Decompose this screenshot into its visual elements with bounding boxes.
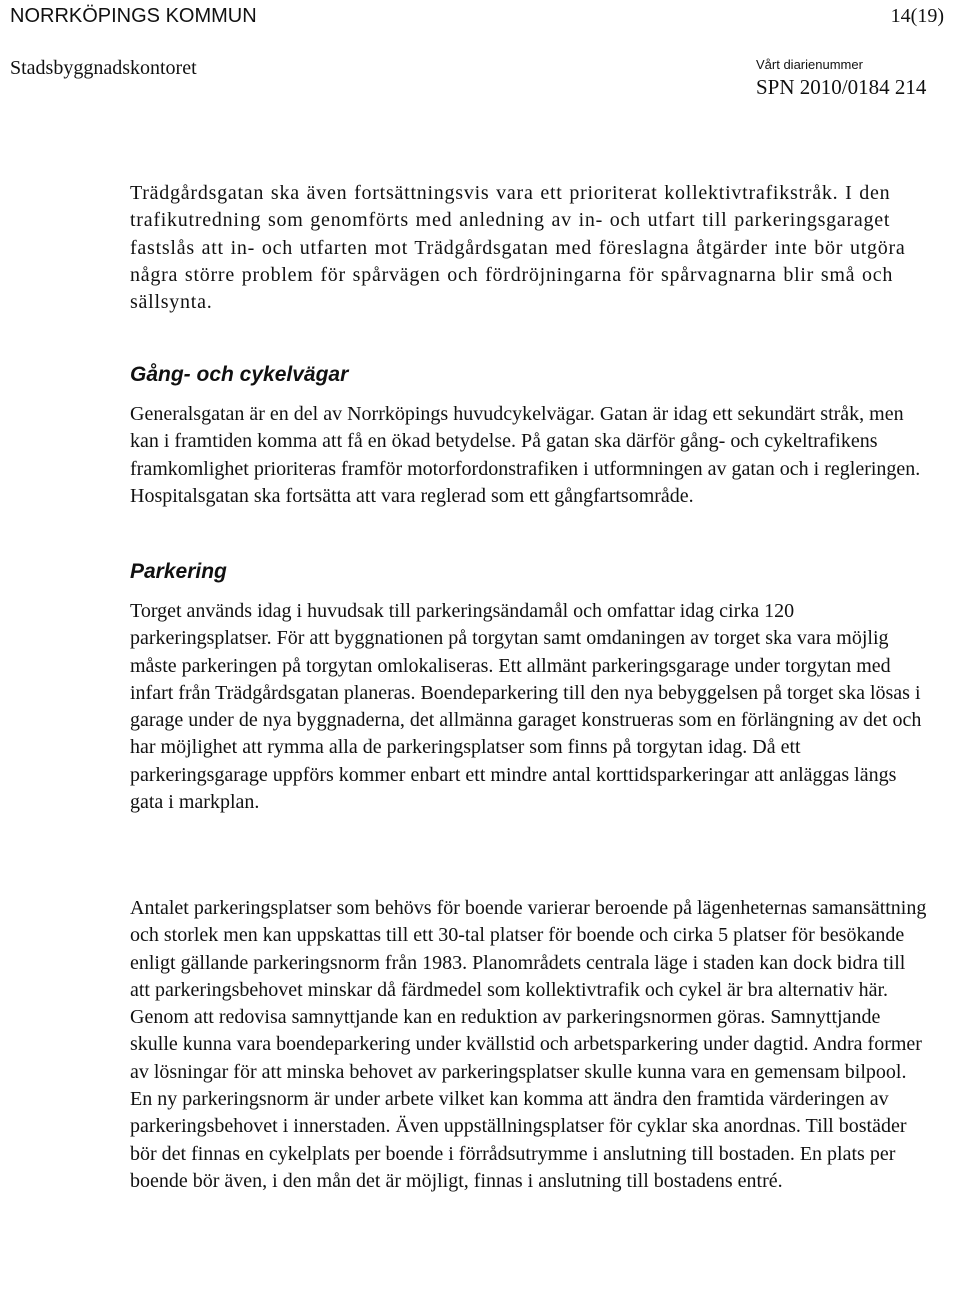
organization-name: NORRKÖPINGS KOMMUN — [10, 5, 257, 27]
page-number: 14(19) — [890, 5, 944, 27]
reference-number: SPN 2010/0184 214 — [756, 75, 927, 99]
walking-cycling-heading: Gång- och cykelvägar — [130, 363, 349, 386]
walking-cycling-paragraph: Generalsgatan är en del av Norrköpings huvudcykelvägar. Gatan är idag ett sekundärt stråk, men kan i framtiden komma att få en ökad betydelse. På gatan ska därför gång- och cykeltrafikens framkomlighet prioriteras framför motorfordonstrafiken i utformningen av gatan och i regleringen. Hospitalsgatan ska fortsätta att vara reglerad som ett gångfartsområde. — [130, 403, 921, 507]
reference-label: Vårt diarienummer — [756, 57, 863, 72]
parking-paragraph-2: Antalet parkeringsplatser som behövs för boende varierar beroende på lägenheternas samansättning och storlek men kan uppskattas till ett 30-tal platser för boende och cirka 5 platser för besökande enligt gällande parkeringsnorm från 1983. Planområdets centrala läge i staden kan dock bidra till att parkeringsbehovet minskar då färdmedel som kollektivtrafik och cykel är bra alternativ här. Genom att redovisa samnyttjande kan en reduktion av parkeringsnormen göras. Samnyttjande skulle kunna vara boendeparkering under kvällstid och arbetsparkering under dagtid. Andra former av lösningar för att minska behovet av parkeringsplatser skulle kunna vara en gemensam bilpool. En ny parkeringsnorm är under arbete vilket kan komma att ändra den framtida värderingen av parkeringsbehovet i innerstaden. Även uppställningsplatser för cyklar ska anordnas. Till bostäder bör det finnas en cykelplats per boende i förrådsutrymme i anslutning till bostaden. En plats per boende bör även, i den mån det är möjligt, finnas i anslutning till bostadens entré. — [130, 897, 927, 1192]
intro-paragraph: Trädgårdsgatan ska även fortsättningsvis vara ett prioriterat kollektivtrafikstråk. I den trafikutredning som genomförts med anledning av in- och utfart till parkeringsgaraget fastslås att in- och utfarten mot Trädgårdsgatan med föreslagna åtgärder inte bör utgöra några större problem för spårvägen och fördröjningarna för spårvagnarna blir små och sällsynta. — [130, 182, 906, 314]
parking-paragraph-1: Torget används idag i huvudsak till parkeringsändamål och omfattar idag cirka 120 parkeringsplatser. För att byggnationen på torgytan samt omdaningen av torget ska vara möjlig måste parkeringen på torgytan omlokaliseras. Ett allmänt parkeringsgarage under torgytan med infart från Trädgårdsgatan planeras. Boendeparkering till den nya bebyggelsen på torget ska lösas i garage under de nya byggnaderna, det allmänna garaget konstrueras som en förlängning av det och har möjlighet att rymma alla de parkeringsplatser som finns på torgytan idag. Då ett parkeringsgarage uppförs kommer enbart ett mindre antal korttidsparkeringar att anläggas längs gata i markplan. — [130, 600, 922, 814]
department-name: Stadsbyggnadskontoret — [10, 57, 197, 79]
parking-heading: Parkering — [130, 560, 227, 583]
